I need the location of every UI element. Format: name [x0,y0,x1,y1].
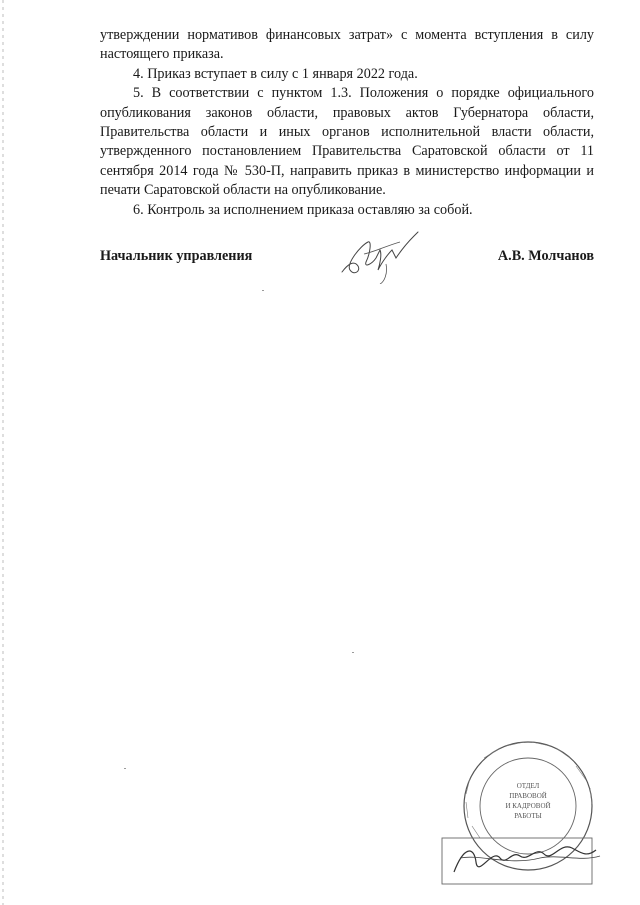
paragraph-6: 6. Контроль за исполнением приказа оставляю за собой. [133,201,473,218]
svg-text:ПРАВОВОЙ: ПРАВОВОЙ [509,792,547,800]
paragraph-4: 4. Приказ вступает в силу с 1 января 2022 года. [133,65,418,82]
scan-speck [352,652,354,653]
paragraph-5: 5. В соответствии с пунктом 1.3. Положения о порядке официального опубликования законов области, правовых актов Губернатора области, Правительства области и иных органов исполнительной власти области, утвержденного постановлением Правительства Саратовской области от 11 сентября 2014 года № 530-П, направить приказ в министерство информации и печати Саратовской области на опубликование. [100,85,594,199]
scan-edge [2,0,4,905]
signatory-name: А.В. Молчанов [497,248,594,264]
svg-text:И КАДРОВОЙ: И КАДРОВОЙ [505,802,551,810]
scan-speck [124,768,126,769]
official-stamp [440,738,620,898]
document-body [100,26,594,220]
svg-text:ОТДЕЛ: ОТДЕЛ [516,782,540,790]
signatory-position: Начальник управления [100,248,253,264]
svg-text:РАБОТЫ: РАБОТЫ [514,812,542,820]
scan-speck [262,290,264,291]
paragraph-continuation: утверждении нормативов финансовых затрат» с момента вступления в силу настоящего приказа. [100,27,594,63]
handwritten-signature [334,224,434,284]
